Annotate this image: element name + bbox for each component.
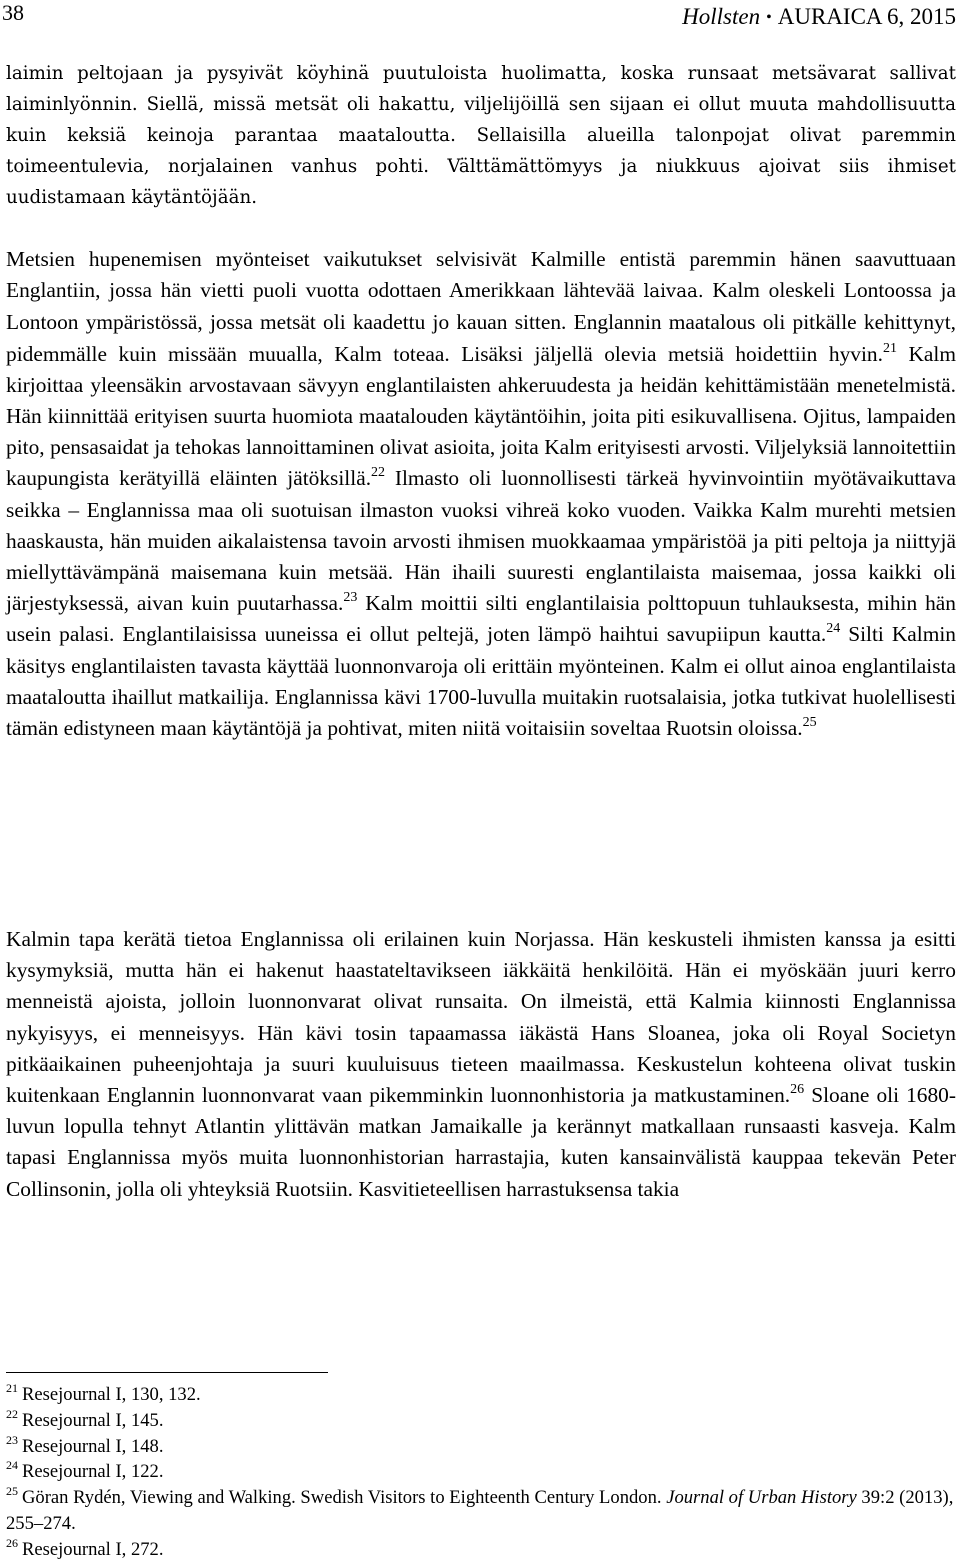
footnote-text: Resejournal I, 145. <box>22 1409 164 1431</box>
footnote-number: 24 <box>6 1458 18 1473</box>
footnote-25 <box>6 1485 956 1537</box>
paragraph-3-sentence: Kalmin tapa kerätä tietoa Englannissa oli erilainen kuin Norjassa. Hän keskusteli ihmisten kanssa ja esitti kysymyksiä, mutta hän ei hakenut haastateltavikseen iäkkäitä henkilöitä. Hän ei myöskään juuri kerro menneistä ajoista, jolloin luonnonvarat olivat runsaita. On ilmeistä, että Kalmia kiinnosti Englannissa nykyisyys, ei menneisyys. Hän kävi tosin tapaamassa iäkästä Hans Sloanea, joka oli Royal Societyn pitkäaikainen puheenjohtaja ja suuri kuuluisuus tieteen maailmassa. Keskustelun kohteena olivat tuskin kuitenkaan Englannin luonnonvarat vaan pikemminkin luonnonhistoria ja matkustaminen. <box>6 927 956 1108</box>
footnote-ref-26[interactable]: 26 <box>790 1082 805 1098</box>
footnotes <box>6 1382 956 1563</box>
paragraph-2 <box>6 244 956 744</box>
footnote-24 <box>6 1459 956 1485</box>
paragraph-2-sentence: Metsien hupenemisen myönteiset vaikutukset selvisivät Kalmille entistä paremmin hänen saavuttuaan Englantiin, jossa hän vietti puoli vuotta odottaen Amerikkaan lähtevää <box>6 247 956 303</box>
paragraph-2-sentence: Kalm moittii silti englantilaisia polttopuun tuhlauksesta, mihin hän usein palasi. Englantilaisissa uuneissa ei ollut peltejä, joten lämpö haihtui savupiipun kautta. <box>6 591 956 647</box>
page-header <box>0 2 960 38</box>
footnote-divider <box>6 1372 328 1373</box>
running-head-author: Hollsten <box>682 4 761 29</box>
bullet-separator: • <box>766 9 772 26</box>
footnote-22 <box>6 1408 956 1434</box>
footnote-ref-23[interactable]: 23 <box>343 590 358 606</box>
footnote-26 <box>6 1537 956 1563</box>
footnote-text: Resejournal I, 272. <box>22 1538 164 1560</box>
paragraph-3 <box>6 924 956 1205</box>
footnote-23 <box>6 1434 956 1460</box>
footnote-number: 23 <box>6 1432 18 1447</box>
paragraph-1: laimin peltojaan ja pysyivät köyhinä puutuloista huolimatta, koska runsaat metsävarat sallivat laiminlyönnin. Siellä, missä metsät oli hakattu, viljelijöillä sen sijaan ei ollut muuta mahdollisuutta kuin keksiä keinoja parantaa maataloutta. Sellaisilla alueilla talonpojat olivat paremmin toimeentulevia, norjalainen vanhus pohti. Välttämättömyys ja niukkuus ajoivat siis ihmiset uudistamaan käytäntöjään. <box>6 63 956 208</box>
footnote-text: Resejournal I, 148. <box>22 1435 164 1457</box>
paragraph-2-sentence: laivaa. <box>643 281 704 303</box>
footnote-ref-25[interactable]: 25 <box>802 715 817 731</box>
paragraph-2-sentence: Kalm oleskeli Lontoossa ja Lontoon ympäristössä, jossa metsät oli kaadettu jo kauan sitten. Englannin maatalous oli pitkälle kehittynyt, pidemmälle kuin missään muualla, Kalm toteaa. Lisäksi jäljellä olevia metsiä hoidettiin hyvin. <box>6 278 956 366</box>
footnote-text: Resejournal I, 122. <box>22 1461 164 1483</box>
footnote-text: Resejournal I, 130, 132. <box>22 1384 201 1405</box>
footnote-number: 22 <box>6 1406 18 1421</box>
footnote-ref-22[interactable]: 22 <box>371 465 386 481</box>
paragraph-3-sentence: Sloane oli 1680-luvun lopulla tehnyt Atlantin ylittävän matkan Jamaikalle ja kerännyt matkallaan runsaasti kasveja. Kalm tapasi Englannissa myös muita luonnonhistorian harrastajia, kuten kansainvälistä kauppaa tekevän Peter Collinsonin, jolla oli yhteyksiä Ruotsiin. Kasvitieteellisen harrastuksensa takia <box>6 1083 956 1201</box>
paragraph-2-sentence: Kalm kirjoittaa yleensäkin arvostavaan sävyyn englantilaisten ahkeruudesta ja heidän kehittämistään menetelmistä. Hän kiinnittää erityisen suurta huomiota maatalouden käytäntöihin, joita piti esikuvallisena. Ojitus, lampaiden pito, pensasaidat ja tehokas lannoittaminen olivat asioita, joita Kalm erityisesti arvosti. Viljelyksiä lannoitettiin kaupungista kerätyillä eläinten jätöksillä. <box>6 341 956 491</box>
footnote-number: 21 <box>6 1381 18 1395</box>
footnote-number: 25 <box>6 1484 18 1499</box>
footnote-21 <box>6 1382 956 1408</box>
footnote-ref-24[interactable]: 24 <box>826 621 841 637</box>
footnote-ref-21[interactable]: 21 <box>882 340 897 356</box>
page-number: 38 <box>2 0 24 25</box>
footnote-journal-title: Journal of Urban History <box>666 1487 857 1509</box>
footnote-text: Göran Rydén, Viewing and Walking. Swedish Visitors to Eighteenth Century London. <box>22 1487 667 1509</box>
paragraph-2-sentence: Silti Kalmin käsitys englantilaisten tavasta käyttää luonnonvaroja oli erittäin myönteinen. Kalm ei ollut ainoa englantilaista maataloutta ihaillut matkailija. Englannissa kävi 1700-luvulla muitakin ruotsalaisia, jotka tutkivat huolellisesti tämän edistyneen maan käytäntöjä ja pohtivat, miten niitä voitaisiin soveltaa Ruotsin oloissa. <box>6 622 957 741</box>
paragraph-2-sentence: Ilmasto oli luonnollisesti tärkeä hyvinvointiin myötävaikuttava seikka – Englannissa maa oli suotuisan ilmaston vuoksi vihreä koko vuoden. Vaikka Kalm murehti metsien haaskausta, hän muiden aikalaistensa tavoin arvosti ihmisen muokkaamaa ympäristöä ja piti peltoja ja niittyjä miellyttävämpänä maisemana kuin metsää. Hän ihaili suuresti englantilaista maisemaa, jossa kaikki oli järjestyksessä, aivan kuin puutarhassa. <box>6 466 957 616</box>
footnote-text: 39:2 (2013), 255–274. <box>6 1487 954 1534</box>
footnote-number: 26 <box>6 1535 18 1550</box>
running-head-journal: AURAICA 6, 2015 <box>777 4 956 29</box>
running-head <box>682 4 956 30</box>
